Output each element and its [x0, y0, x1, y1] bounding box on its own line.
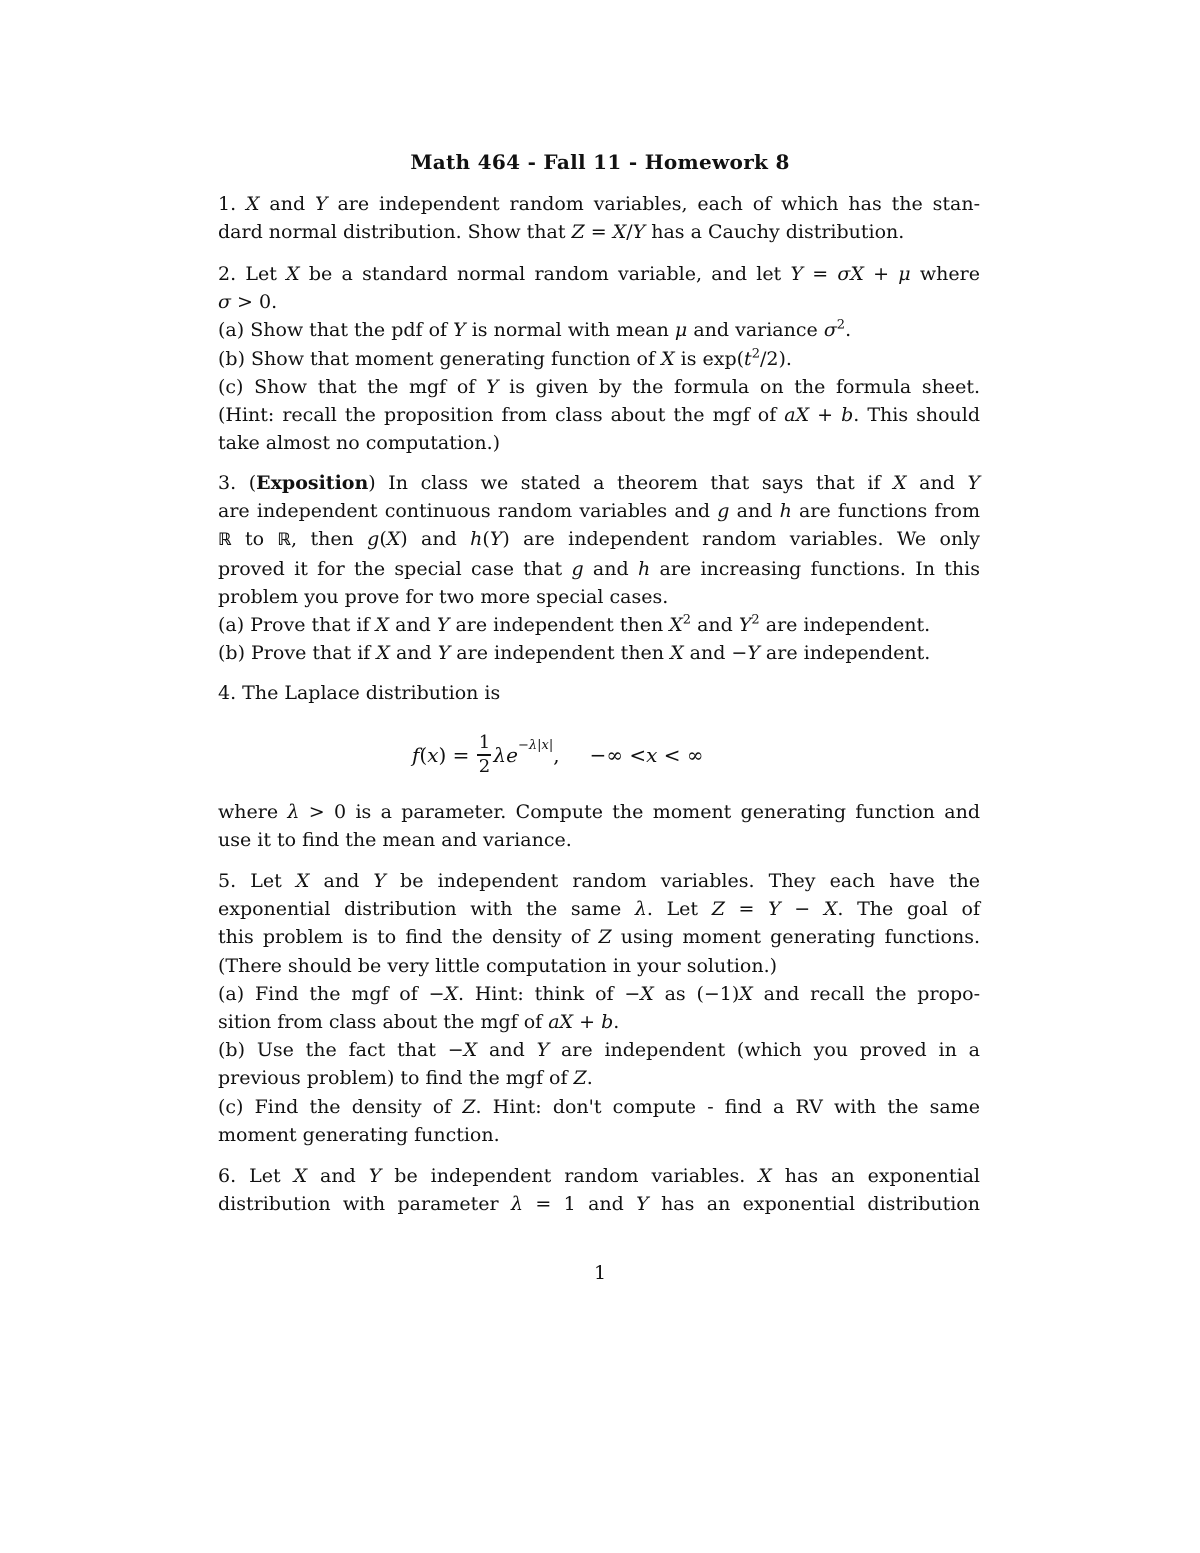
problem-3-line-2: are independent continuous random variables and g and h are functions from	[218, 500, 980, 523]
page-number: 1	[593, 1262, 607, 1284]
problem-3-line-5: problem you prove for two more special cases.	[218, 585, 669, 608]
problem-3-part-b: (b) Prove that if X and Y are independent then X and −Y are independent.	[218, 642, 931, 665]
problem-5-line-1: 5. Let X and Y be independent random variables. They each have the	[218, 870, 980, 892]
problem-4-line-1: 4. The Laplace distribution is	[218, 682, 501, 704]
problem-5-part-a-1: (a) Find the mgf of −X. Hint: think of −X as (−1)X and recall the propo-	[218, 982, 980, 1005]
problem-5-part-b-1: (b) Use the fact that −X and Y are independent (which you proved in a	[218, 1039, 980, 1062]
problem-5-line-4: (There should be very little computation in your solution.)	[218, 954, 778, 977]
problem-5-part-a-2: sition from class about the mgf of aX + b.	[218, 1011, 620, 1034]
problem-1-line-1: 1. X and Y are independent random variables, each of which has the stan-	[218, 193, 980, 215]
problem-2-line-2: σ > 0.	[218, 291, 278, 314]
problem-1	[218, 190, 980, 246]
problem-2-hint-1: (Hint: recall the proposition from class about the mgf of aX + b. This should	[218, 404, 981, 427]
problem-5-part-b-2: previous problem) to find the mgf of Z.	[218, 1067, 593, 1090]
problem-2-hint-2: take almost no computation.)	[218, 432, 501, 455]
problem-2-part-a: (a) Show that the pdf of Y is normal with mean μ and variance $\sigma^2$.	[218, 318, 852, 342]
problem-3-part-a: (a) Prove that if X and Y are independent then $X^2$ and $Y^2$ are independent.	[218, 612, 931, 637]
problem-2-line-1: 2. Let X be a standard normal random variable, and let Y = σX + μ where	[218, 263, 980, 285]
problem-6	[218, 1162, 980, 1218]
problem-5	[218, 867, 980, 1149]
fraction-one-half: $\frac{1}{2}$	[478, 732, 491, 777]
problem-5-line-3: this problem is to find the density of Z using moment generating functions.	[218, 926, 980, 949]
problem-5-line-2: exponential distribution with the same λ. Let Z = Y − X. The goal of	[218, 898, 980, 921]
problem-1-line-2: dard normal distribution. Show that Z = X/Y has a Cauchy distribution.	[218, 221, 905, 244]
problem-3-line-4: proved it for the special case that g and h are increasing functions. In this	[218, 557, 980, 580]
problem-3-line-3: ℝ to ℝ, then g(X) and h(Y) are independent random variables. We only	[218, 528, 981, 551]
problem-4-line-3: use it to find the mean and variance.	[218, 829, 572, 852]
problem-4-intro	[218, 679, 980, 707]
problem-4-line-2: where λ > 0 is a parameter. Compute the moment generating function and	[218, 801, 980, 823]
problem-3	[218, 469, 980, 667]
problem-6-line-2: distribution with parameter λ = 1 and Y has an exponential distribution	[218, 1193, 980, 1216]
problem-3-line-1: 3. (Exposition) In class we stated a theorem that says that if X and Y	[218, 472, 980, 494]
page-title: Math 464 - Fall 11 - Homework 8	[410, 150, 790, 174]
problem-2-part-b: (b) Show that moment generating function of X is $\exp(t^2/2)$.	[218, 346, 792, 370]
problem-6-line-1: 6. Let X and Y be independent random variables. X has an exponential	[218, 1165, 980, 1187]
laplace-formula: f ( x ) = $\frac{1}{2}$ λe −λ|x| , −∞ < x < ∞	[412, 732, 704, 777]
problem-2-part-c: (c) Show that the mgf of Y is given by the formula on the formula sheet.	[218, 375, 980, 398]
problem-5-part-c-1: (c) Find the density of Z. Hint: don't compute - find a RV with the same	[218, 1095, 980, 1118]
problem-2	[218, 260, 980, 457]
problem-4-body	[218, 798, 980, 854]
problem-5-part-c-2: moment generating function.	[218, 1123, 500, 1146]
